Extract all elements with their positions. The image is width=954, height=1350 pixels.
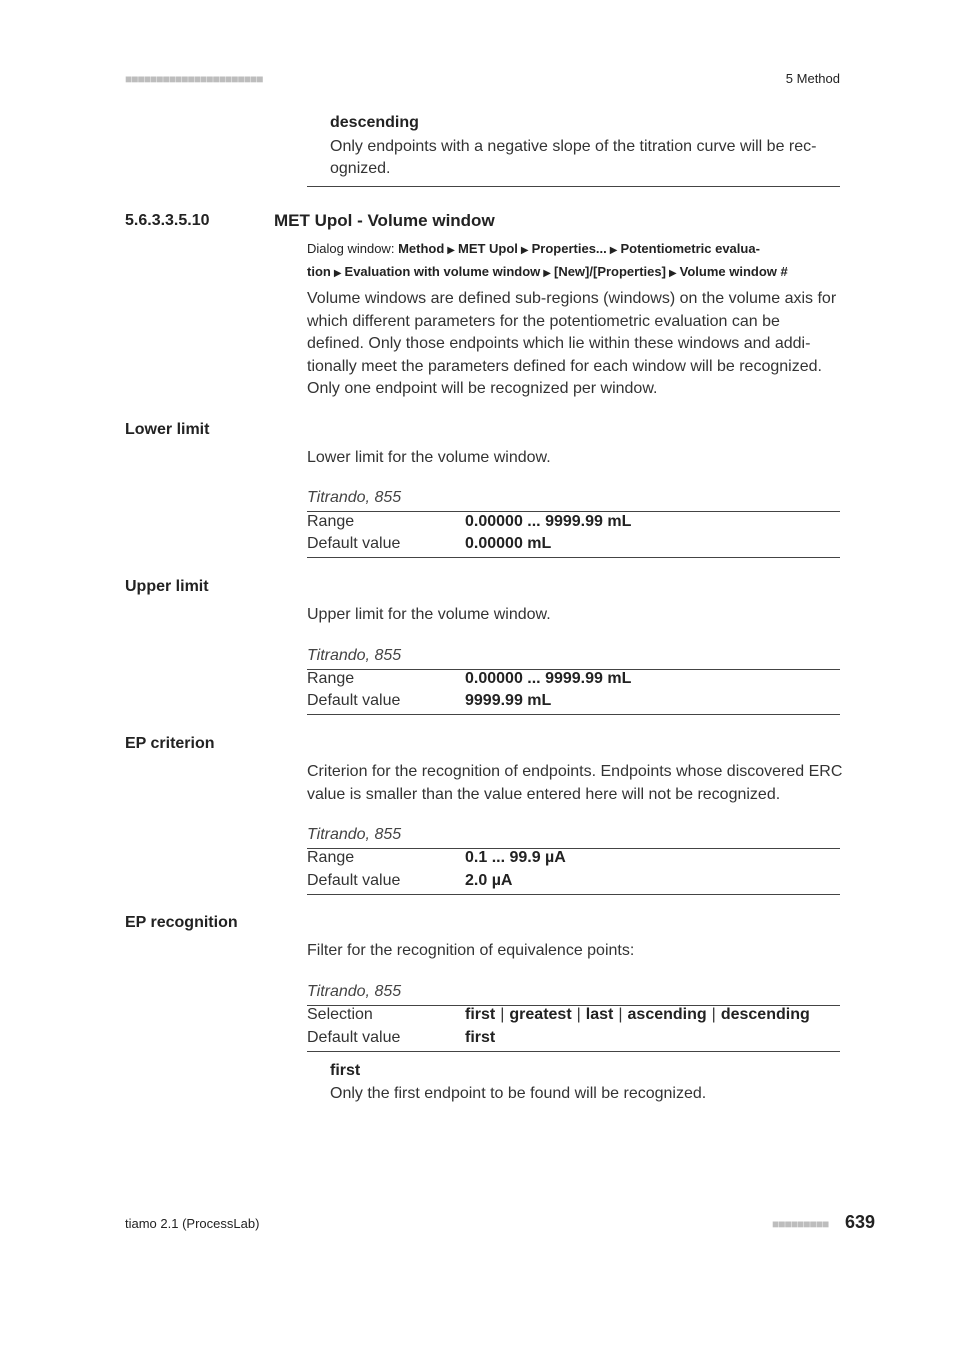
page-number: 639 xyxy=(845,1212,876,1232)
footer-product: tiamo 2.1 (ProcessLab) xyxy=(125,1216,260,1231)
param-lower-limit-title: Lower limit xyxy=(125,421,210,438)
table-row xyxy=(307,535,840,558)
term-descending-label: descending xyxy=(330,114,419,131)
path-item: Method xyxy=(398,241,445,256)
row-value: 0.00000 mL xyxy=(465,535,552,552)
option-separator: | xyxy=(618,1006,623,1023)
row-value: 0.00000 ... 9999.99 mL xyxy=(465,513,632,530)
table-row xyxy=(307,1029,840,1052)
option-descending: descending xyxy=(720,1006,810,1023)
path-item: tion xyxy=(307,264,331,279)
triangle-right-icon: ▶ xyxy=(543,268,551,279)
param-upper-limit-caption: Titrando, 855 xyxy=(307,647,402,664)
term-first-label: first xyxy=(330,1062,361,1079)
row-key: Range xyxy=(307,513,355,530)
param-upper-limit-title: Upper limit xyxy=(125,578,209,595)
row-value: 2.0 µA xyxy=(465,872,513,889)
param-upper-limit-desc: Upper limit for the volume window. xyxy=(307,606,551,623)
param-ep-recognition-desc: Filter for the recognition of equivalence points: xyxy=(307,942,635,959)
path-item: Properties... xyxy=(531,241,607,256)
section-number: 5.6.3.3.5.10 xyxy=(125,212,210,229)
table-row xyxy=(307,849,840,872)
row-key: Default value xyxy=(307,1029,401,1046)
term-divider xyxy=(307,186,840,187)
param-ep-criterion-desc xyxy=(307,761,847,806)
dialog-path xyxy=(307,238,847,284)
row-key: Default value xyxy=(307,535,401,552)
footer-decoration: ■■■■■■■■■ xyxy=(772,1217,829,1231)
row-value: 0.1 ... 99.9 µA xyxy=(465,849,566,866)
option-separator: | xyxy=(500,1006,505,1023)
desc-line: Criterion for the recognition of endpoints. Endpoints whose discovered ERC xyxy=(307,763,843,780)
triangle-right-icon: ▶ xyxy=(447,245,455,256)
option-greatest: greatest xyxy=(509,1006,572,1023)
triangle-right-icon: ▶ xyxy=(520,245,529,256)
intro-line: Volume windows are defined sub-regions (windows) on the volume axis for xyxy=(307,290,837,307)
intro-line: Only one endpoint will be recognized per window. xyxy=(307,380,658,397)
param-ep-criterion-title: EP criterion xyxy=(125,735,215,752)
term-first-desc: Only the first endpoint to be found will be recognized. xyxy=(330,1085,707,1102)
table-row xyxy=(307,872,840,895)
dialog-path-prefix: Dialog window: xyxy=(307,241,395,256)
path-item: Potentiometric evalua- xyxy=(620,241,760,256)
param-ep-recognition-title: EP recognition xyxy=(125,914,238,931)
table-rule xyxy=(307,557,840,558)
row-key: Default value xyxy=(307,872,401,889)
selection-options xyxy=(465,1006,810,1024)
row-key: Default value xyxy=(307,692,401,709)
option-last: last xyxy=(585,1006,614,1023)
triangle-right-icon: ▶ xyxy=(668,268,677,279)
table-rule xyxy=(307,1051,840,1052)
table-row xyxy=(307,1006,840,1029)
table-rule xyxy=(307,714,840,715)
path-item: [New]/[Properties] xyxy=(553,264,666,279)
path-item: Evaluation with volume window xyxy=(344,264,541,279)
triangle-right-icon: ▶ xyxy=(333,268,342,279)
desc-line: value is smaller than the value entered here will not be recognized. xyxy=(307,785,781,803)
param-lower-limit-caption: Titrando, 855 xyxy=(307,489,402,506)
option-ascending: ascending xyxy=(627,1006,707,1023)
option-first: first xyxy=(465,1006,496,1023)
term-descending-desc-2: ognized. xyxy=(330,160,391,177)
option-separator: | xyxy=(576,1006,581,1023)
row-value: 0.00000 ... 9999.99 mL xyxy=(465,670,632,687)
row-key: Selection xyxy=(307,1006,373,1023)
table-row xyxy=(307,670,840,693)
table-row xyxy=(307,692,840,715)
chapter-title: 5 Method xyxy=(785,71,840,86)
intro-line: defined. Only those endpoints which lie within these windows and addi- xyxy=(307,335,811,352)
row-key: Range xyxy=(307,670,355,687)
intro-line: tionally meet the parameters defined for each window will be recognized. xyxy=(307,357,822,375)
path-item: MET Upol xyxy=(457,241,518,256)
intro-line: which different parameters for the potentiometric evaluation can be xyxy=(307,312,780,330)
param-ep-recognition-caption: Titrando, 855 xyxy=(307,983,402,1000)
triangle-right-icon: ▶ xyxy=(609,245,618,256)
option-separator: | xyxy=(711,1006,716,1023)
row-value: first xyxy=(465,1029,496,1046)
table-rule xyxy=(307,894,840,895)
table-row xyxy=(307,513,840,536)
param-ep-criterion-caption: Titrando, 855 xyxy=(307,826,402,843)
section-intro xyxy=(307,288,847,401)
term-descending-desc-1: Only endpoints with a negative slope of the titration curve will be rec- xyxy=(330,138,817,155)
row-value: 9999.99 mL xyxy=(465,692,552,709)
header-decoration: ■■■■■■■■■■■■■■■■■■■■■■ xyxy=(125,72,263,86)
param-lower-limit-desc: Lower limit for the volume window. xyxy=(307,449,551,466)
section-title: MET Upol - Volume window xyxy=(274,211,495,230)
table-rule xyxy=(307,511,840,512)
path-item: Volume window # xyxy=(679,264,788,279)
row-key: Range xyxy=(307,849,355,866)
